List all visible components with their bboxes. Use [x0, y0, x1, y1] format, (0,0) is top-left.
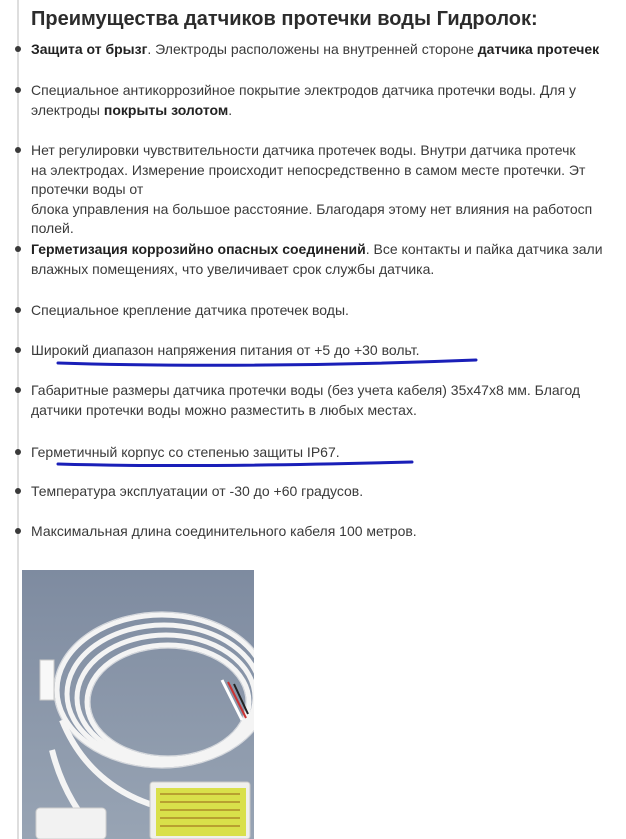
list-item: Широкий диапазон напряжения питания от +5 до +30 вольт.	[31, 342, 420, 358]
bullet-icon	[15, 87, 21, 93]
bullet-icon	[15, 387, 21, 393]
list-item: Габаритные размеры датчика протечки воды (без учета кабеля) 35x47x8 мм. Благод датчики протечки воды можно разместить в любых местах.	[31, 382, 581, 418]
cable-coil-illustration	[22, 570, 254, 839]
list-item: Специальное крепление датчика протечек воды.	[31, 302, 349, 318]
bullet-icon	[15, 528, 21, 534]
list-item: Специальное антикоррозийное покрытие электродов датчика протечки воды. Для у электроды покрыты золотом.	[31, 82, 577, 118]
underline-voltage	[58, 360, 476, 365]
bullet-icon	[15, 488, 21, 494]
bullet-icon	[15, 347, 21, 353]
list-item: Защита от брызг. Электроды расположены на внутренней стороне датчика протечек	[31, 41, 600, 57]
list-item: Нет регулировки чувствительности датчика протечек воды. Внутри датчика протечк на электродах. Измерение происходит непосредственно в самом месте протечки. Эт протечки воды от блока управления на большое расстояние. Благодаря этому нет влияния на работосп полей.	[31, 142, 593, 236]
article-title: Преимущества датчиков протечки воды Гидролок:	[31, 8, 538, 30]
list-item: Максимальная длина соединительного кабеля 100 метров.	[31, 523, 417, 539]
bullet-icon	[15, 46, 21, 52]
list-item: Герметичный корпус со степенью защиты IP67.	[31, 444, 340, 460]
bullet-icon	[15, 147, 21, 153]
page-left-border	[17, 0, 19, 839]
list-item: Температура эксплуатации от -30 до +60 градусов.	[31, 483, 364, 499]
list-item: Герметизация коррозийно опасных соединений. Все контакты и пайка датчика зали влажных помещениях, что увеличивает срок службы датчика.	[31, 241, 603, 277]
underline-ip67	[58, 462, 412, 465]
sensor-with-cable-photo	[22, 570, 254, 839]
bullet-icon	[15, 449, 21, 455]
bullet-icon	[15, 246, 21, 252]
bullet-icon	[15, 307, 21, 313]
